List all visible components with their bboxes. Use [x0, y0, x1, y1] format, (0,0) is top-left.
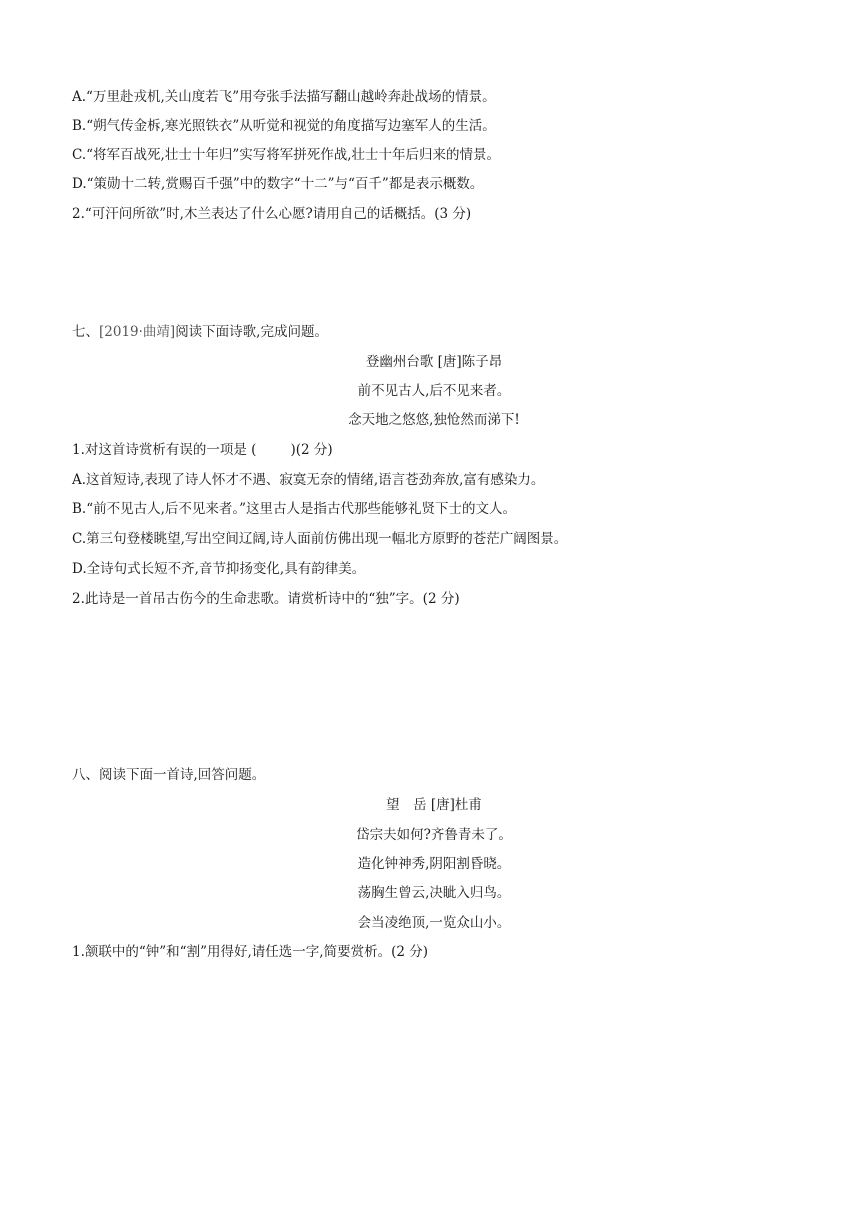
option-b: B.“前不见古人,后不见来者。”这里古人是指古代那些能够礼贤下士的文人。	[72, 501, 517, 517]
poem-line: 前不见古人,后不见来者。	[357, 383, 511, 399]
source-tag: [2019·曲靖]	[99, 324, 176, 340]
question-2: 2.此诗是一首吊古伤今的生命悲歌。请赏析诗中的“独”字。(2 分)	[72, 591, 460, 607]
poem-line: 会当凌绝顶,一览众山小。	[357, 915, 511, 931]
poem-line: 岱宗夫如何?齐鲁青未了。	[356, 827, 512, 843]
option-c: C.第三句登楼眺望,写出空间辽阔,诗人面前仿佛出现一幅北方原野的苍茫广阔图景。	[72, 531, 568, 547]
heading-text: 阅读下面诗歌,完成问题。	[175, 324, 328, 340]
poem-line: 荡胸生曾云,决眦入归鸟。	[357, 885, 511, 901]
poem-line: 造化钟神秀,阴阳割昏晓。	[357, 856, 511, 872]
section-heading	[72, 323, 328, 341]
option-a: A.“万里赴戎机,关山度若飞”用夸张手法描写翻山越岭奔赴战场的情景。	[72, 89, 496, 105]
option-c: C.“将军百战死,壮士十年归”实写将军拼死作战,壮士十年后归来的情景。	[72, 147, 501, 163]
option-b: B.“朔气传金柝,寒光照铁衣”从听觉和视觉的角度描写边塞军人的生活。	[72, 118, 496, 134]
question-2: 2.“可汗问所欲”时,木兰表达了什么心愿?请用自己的话概括。(3 分)	[72, 206, 472, 222]
poem-line: 念天地之悠悠,独怆然而涕下!	[348, 412, 520, 428]
option-a: A.这首短诗,表现了诗人怀才不遇、寂寞无奈的情绪,语言苍劲奔放,富有感染力。	[72, 472, 545, 488]
poem-title: 望 岳 [唐]杜甫	[386, 797, 482, 813]
question-1: 1.颔联中的“钟”和“割”用得好,请任选一字,简要赏析。(2 分)	[72, 944, 428, 960]
question-score: )(2 分)	[290, 442, 333, 458]
heading-prefix: 七、	[72, 324, 99, 340]
option-d: D.全诗句式长短不齐,音节抑扬变化,具有韵律美。	[72, 561, 366, 577]
question-text: 1.对这首诗赏析有误的一项是 (	[72, 442, 257, 458]
question-1	[72, 441, 333, 459]
section-heading: 八、阅读下面一首诗,回答问题。	[72, 767, 266, 783]
option-d: D.“策勋十二转,赏赐百千强”中的数字“十二”与“百千”都是表示概数。	[72, 176, 484, 192]
poem-title: 登幽州台歌 [唐]陈子昂	[365, 354, 503, 370]
